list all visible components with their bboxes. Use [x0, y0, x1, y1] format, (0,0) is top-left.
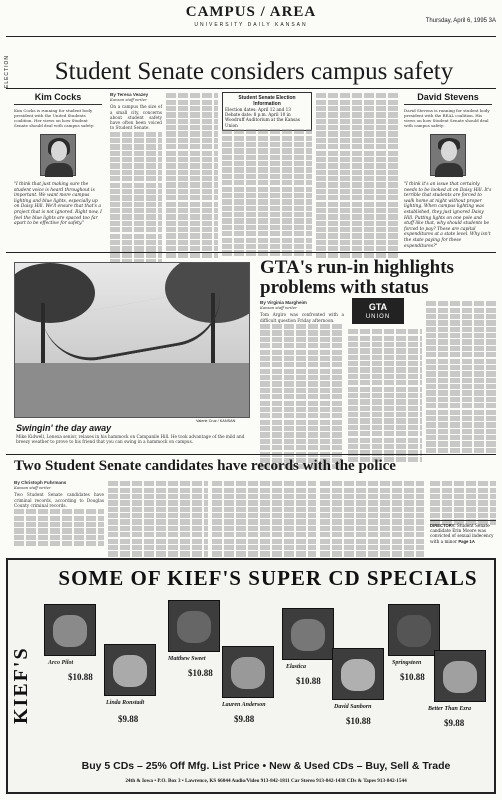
story2-staff: Kansan staff writer — [260, 305, 297, 311]
story2-column-1 — [260, 300, 344, 469]
story3-staff: Kansan staff writer — [14, 485, 51, 491]
story3-column-1 — [14, 480, 104, 546]
candidate-photo — [40, 134, 76, 176]
hammock-photo — [14, 262, 250, 418]
section-title: CAMPUS / AREA — [185, 4, 317, 20]
story2-lead: Tom Argiro was confronted with a difficult question Friday afternoon. — [260, 312, 344, 323]
candidate-bio: David Stevens is running for student body president with the REAL coalition. His views on how Student Senate should deal with campus safety: — [404, 108, 490, 128]
candidate-bio: Kim Cocks is running for student body president with the United Students coalition. Her views on how Student Senate should deal with campus safety: — [14, 108, 95, 128]
album-label: Better Than Ezra — [428, 706, 472, 712]
info-line: Debate date: 8 p.m. April 10 in Woodruff Auditorium at the Kansas Union — [225, 112, 300, 128]
album-cover — [332, 648, 384, 700]
candidate-photo — [430, 134, 466, 176]
police-records-headline: Two Student Senate candidates have records with the police — [14, 458, 396, 474]
story3-column-4 — [320, 480, 424, 557]
candidate-quote: "I think it's an issue that certainly needs to be looked at on Daisy Hill. It's terrible that students are forced to walk home at night without proper lighting. When campus lighting was established, they just ignored Daisy Hill. Putting lights on one pole and stuff like that, why should students be forced to pay? These are capital expenditures at a state level. Why isn't the state paying for these expenditures?" — [404, 182, 492, 249]
logo-text-bottom: UNION — [365, 314, 391, 320]
story3-column-5 — [430, 480, 496, 525]
album-price: $10.88 — [188, 668, 213, 678]
album-cover — [222, 646, 274, 698]
album-price: $10.88 — [68, 672, 93, 682]
story3-column-3 — [212, 480, 316, 557]
election-tag: ELECTION — [4, 55, 10, 89]
logo-text-top: GTA — [368, 302, 388, 312]
gta-union-logo — [352, 298, 404, 324]
album-cover — [282, 608, 334, 660]
headline-rule — [6, 88, 496, 89]
album-price: $10.88 — [346, 716, 371, 726]
candidate-sidebar-stevens — [404, 92, 492, 249]
album-label: David Sanborn — [334, 704, 372, 710]
directory-label: DIRECTORY: — [430, 523, 456, 528]
ad-offer: Buy 5 CDs – 25% Off Mfg. List Price • New & Used CDs – Buy, Sell & Trade — [81, 760, 451, 772]
story1-column-3 — [222, 128, 312, 256]
album-cover — [168, 600, 220, 652]
album-price: $10.88 — [296, 676, 321, 686]
masthead — [6, 4, 496, 34]
photo-credit: Valerie Cruz / KANSAN — [196, 419, 236, 423]
story1-byline: By Teresa Veazey — [110, 92, 149, 97]
story2-column-3 — [426, 300, 496, 453]
album-label: Elastica — [286, 664, 307, 670]
ad-title: SOME OF KIEF'S SUPER CD SPECIALS — [58, 566, 478, 590]
album-label: Matthew Sweet — [168, 656, 206, 662]
candidate-sidebar-cocks — [14, 92, 102, 227]
date-page: Thursday, April 6, 1995 3A — [425, 18, 496, 24]
story1-column-2 — [166, 92, 218, 258]
directory-text: Student Senate candidate Erin Moore was convicted of sexual indecency with a minor — [430, 523, 494, 544]
section-rule — [6, 252, 496, 253]
album-label: Arco Pilot — [48, 660, 74, 666]
kiefs-cd-ad — [6, 558, 496, 794]
story3-lead: Two Student Senate candidates have criminal records, according to Douglas County criminal records. — [14, 492, 104, 508]
ad-address: 24th & Iowa • P.O. Box 3 • Lawrence, KS 66044 Audio/Video 913-842-1811 Car Stereo 913-842-1438 CDs & Tapes 913-842-1544 — [125, 778, 407, 784]
album-price: $9.88 — [118, 714, 139, 724]
paper-name: UNIVERSITY DAILY KANSAN — [194, 22, 308, 28]
directory-page: Page 1A — [458, 538, 475, 544]
election-info-box — [222, 92, 312, 131]
album-label: Lauren Anderson — [222, 702, 266, 708]
main-headline: Student Senate considers campus safety — [54, 58, 454, 85]
album-cover — [388, 604, 440, 656]
directory-box — [430, 520, 496, 544]
story3-byline: By Christoph Fuhrmans — [14, 480, 67, 485]
album-cover — [104, 644, 156, 696]
story1-column-1 — [110, 92, 162, 277]
album-cover — [44, 604, 96, 656]
album-price: $9.88 — [444, 718, 465, 728]
album-price: $9.88 — [234, 714, 255, 724]
story3-column-2 — [108, 480, 208, 557]
ad-store-name: KIEF'S — [10, 646, 32, 724]
candidate-quote: "I think that just making sure the student voice is heard throughout is important. We want more campus lighting and blue lights, especially up on Daisy Hill. We'll ensure that that's a project that is not ignored. Right now, I feel the blue lights are spaced too far apart to be effective for safety." — [14, 182, 102, 227]
candidate-name: Kim Cocks — [14, 92, 102, 105]
story2-byline: By Virginia Margheim — [260, 300, 307, 305]
photo-caption: Mike Kidwell, Lenexa senior, relaxes in his hammock on Campanile Hill. He took advantage of the mild and breezy weather to prove to his friend that you can swing in a hammock on campus. — [16, 434, 245, 445]
info-box-title: Student Senate Election Information — [238, 95, 296, 107]
story1-lead: On a campus the size of a small city, concerns about student safety have often been voiced to Student Senate. — [110, 104, 162, 131]
story1-column-4 — [316, 92, 400, 258]
album-cover — [434, 650, 486, 702]
photo-title: Swingin' the day away — [16, 423, 112, 433]
section-rule — [6, 454, 496, 455]
gta-headline: GTA's run-in highlights problems with status — [260, 257, 454, 298]
album-label: Linda Ronstadt — [106, 700, 145, 706]
masthead-rule — [6, 36, 496, 37]
candidate-name: David Stevens — [404, 92, 492, 105]
story2-column-2 — [348, 328, 422, 462]
info-line: Election dates: April 12 and 13 — [225, 107, 291, 112]
album-price: $10.88 — [400, 672, 425, 682]
story1-staff: Kansan staff writer — [110, 97, 147, 103]
album-label: Springsteen — [392, 660, 422, 666]
